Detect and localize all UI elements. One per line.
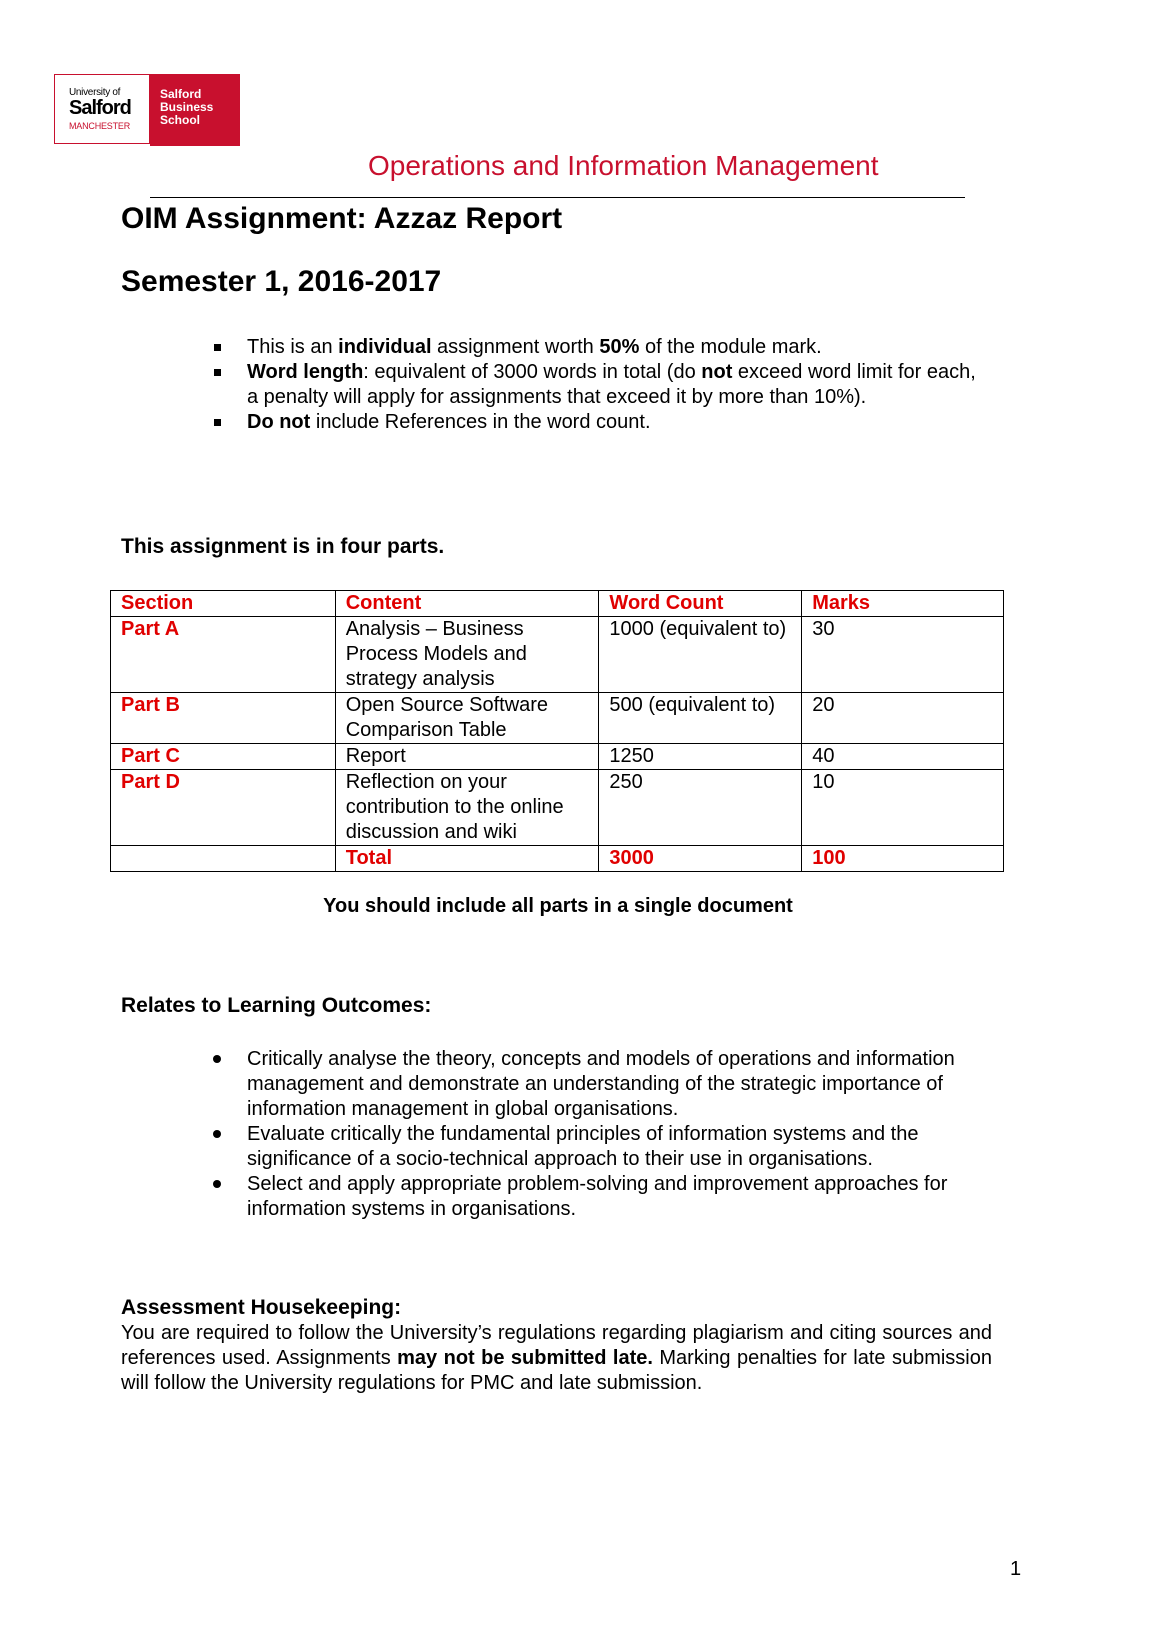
table-header-cell: Marks (802, 591, 1004, 617)
table-header-row (111, 591, 1004, 617)
marks-cell: 20 (802, 693, 1004, 744)
logo-business-school-block (150, 74, 240, 146)
table-row (111, 744, 1004, 770)
logo-manchester: MANCHESTER (69, 121, 131, 131)
learning-outcome-item: Critically analyse the theory, concepts and models of operations and information management and demonstrate an understanding of the strategic importance of information management in global organisations. (212, 1047, 992, 1122)
intro-bullet: This is an individual assignment worth 50% of the module mark. (212, 335, 992, 360)
intro-bullet: Word length: equivalent of 3000 words in total (do not exceed word limit for each, a penalty will apply for assignments that exceed it by more than 10%). (212, 360, 992, 410)
intro-bullet-list (212, 335, 992, 435)
table-header-cell: Word Count (599, 591, 802, 617)
intro-bullet: Do not include References in the word count. (212, 410, 992, 435)
header-rule (150, 197, 965, 198)
assignment-parts-table (110, 590, 1004, 872)
content-cell: Open Source Software Comparison Table (335, 693, 599, 744)
table-row (111, 693, 1004, 744)
section-cell: Part C (111, 744, 336, 770)
parts-heading: This assignment is in four parts. (121, 535, 445, 558)
word-count-cell: 1250 (599, 744, 802, 770)
housekeeping-paragraph: You are required to follow the University’s regulations regarding plagiarism and citing sources and references used. Assignments may not be submitted late. Marking penalties for late submission will follow the University regulations for PMC and late submission. (121, 1322, 992, 1394)
logo-school-line2: Business (160, 100, 214, 114)
total-empty-cell (111, 846, 336, 872)
logo-salford: Salford (69, 97, 131, 119)
total-marks-cell: 100 (802, 846, 1004, 872)
content-cell: Analysis – Business Process Models and strategy analysis (335, 617, 599, 693)
section-cell: Part A (111, 617, 336, 693)
table-row (111, 617, 1004, 693)
learning-outcomes-heading: Relates to Learning Outcomes: (121, 994, 432, 1017)
word-count-cell: 500 (equivalent to) (599, 693, 802, 744)
semester-heading: Semester 1, 2016-2017 (121, 265, 442, 298)
section-cell: Part D (111, 770, 336, 846)
total-label-cell: Total (335, 846, 599, 872)
word-count-cell: 250 (599, 770, 802, 846)
table-header-cell: Section (111, 591, 336, 617)
learning-outcome-item: Evaluate critically the fundamental principles of information systems and the significance of a socio-technical approach to their use in organisations. (212, 1122, 992, 1172)
university-logo (54, 74, 240, 146)
content-cell: Reflection on your contribution to the online discussion and wiki (335, 770, 599, 846)
table-row (111, 770, 1004, 846)
document-title: OIM Assignment: Azzaz Report (121, 202, 563, 235)
logo-school-line3: School (160, 113, 201, 127)
table-header-cell: Content (335, 591, 599, 617)
word-count-cell: 1000 (equivalent to) (599, 617, 802, 693)
learning-outcome-item: Select and apply appropriate problem-solving and improvement approaches for information systems in organisations. (212, 1172, 992, 1222)
logo-university-of: University of (69, 87, 121, 98)
logo-university-block (54, 74, 150, 144)
total-words-cell: 3000 (599, 846, 802, 872)
housekeeping-heading: Assessment Housekeeping: (121, 1296, 402, 1319)
logo-school-line1: Salford (160, 87, 202, 101)
marks-cell: 10 (802, 770, 1004, 846)
content-cell: Report (335, 744, 599, 770)
section-cell: Part B (111, 693, 336, 744)
marks-cell: 30 (802, 617, 1004, 693)
table-total-row (111, 846, 1004, 872)
page-number: 1 (1010, 1558, 1022, 1580)
department-title: Operations and Information Management (368, 150, 879, 181)
single-document-note: You should include all parts in a single document (323, 895, 793, 917)
marks-cell: 40 (802, 744, 1004, 770)
learning-outcomes-list (212, 1047, 992, 1222)
